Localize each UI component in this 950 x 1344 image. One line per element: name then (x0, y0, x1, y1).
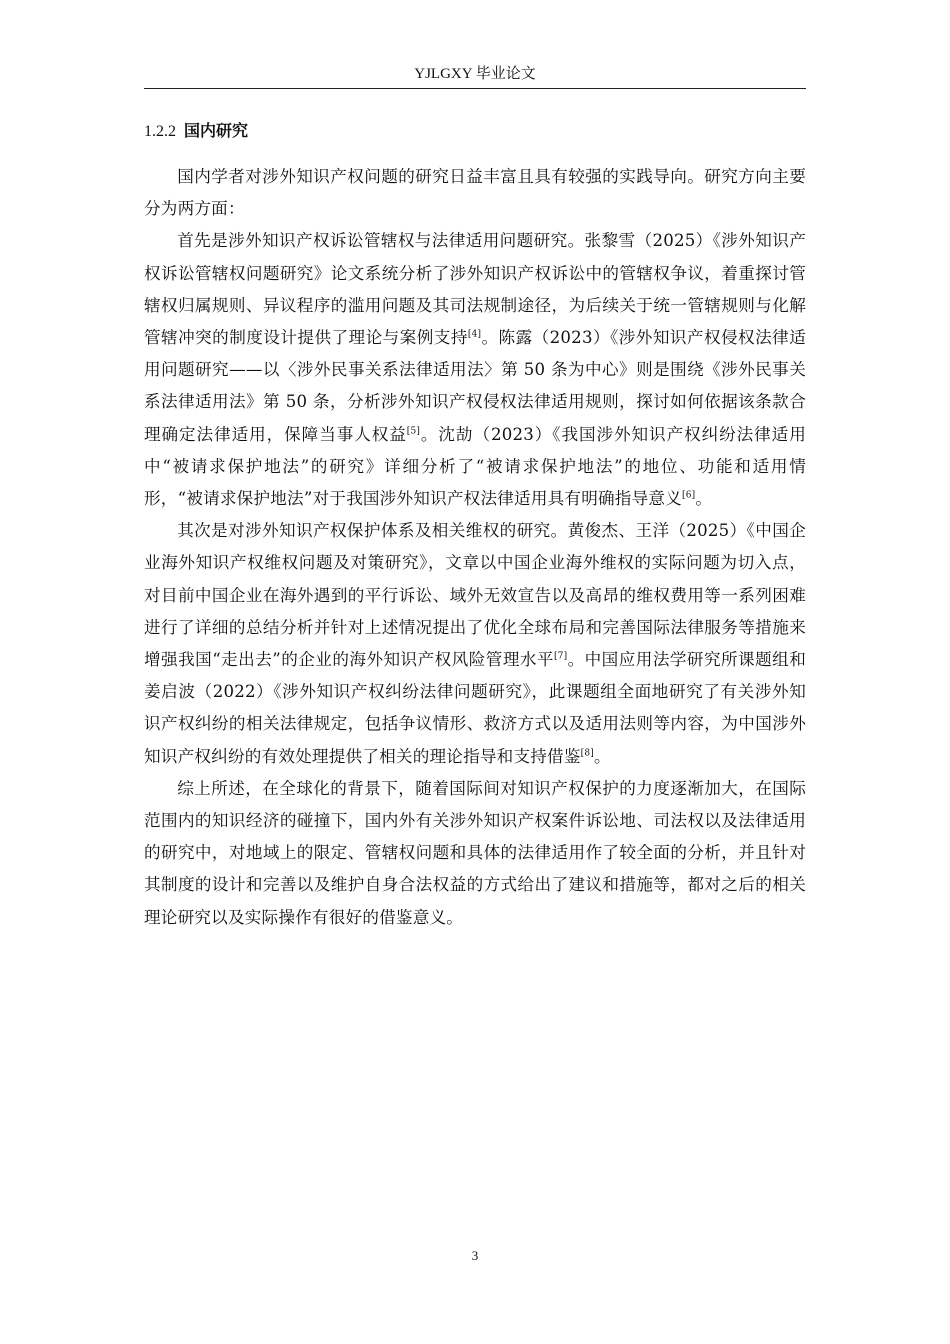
section-title: 国内研究 (184, 121, 249, 140)
citation-ref: [6] (681, 490, 696, 501)
paragraph-intro (144, 161, 806, 225)
paragraph-text: 。 (594, 746, 611, 766)
paragraph-text: 。沈劼（2023）《我国涉外知识产权纠纷法律适用中“被请求保护地法”的研究》详细分析了“被请求保护地法”的地位、功能和适用情形，“被请求保护地法”对于我国涉外知识产权法律适用具有明确指导意义 (144, 424, 806, 509)
citation-ref: [5] (406, 426, 421, 437)
paragraph-text: 综上所述，在全球化的背景下，随着国际间对知识产权保护的力度逐渐加大，在国际范围内的知识经济的碰撞下，国内外有关涉外知识产权案件诉讼地、司法权以及法律适用的研究中，对地域上的限定、管辖权问题和具体的法律适用作了较全面的分析，并且针对其制度的设计和完善以及维护自身合法权益的方式给出了建议和措施等，都对之后的相关理论研究以及实际操作有很好的借鉴意义。 (144, 778, 806, 927)
paragraph-text: 首先是涉外知识产权诉讼管辖权与法律适用问题研究。张黎雪（2025）《涉外知识产权诉讼管辖权问题研究》论文系统分析了涉外知识产权诉讼中的管辖权争议，着重探讨管辖权归属规则、异议程序的滥用问题及其司法规制途径，为后续关于统一管辖规则与化解管辖冲突的制度设计提供了理论与案例支持 (144, 231, 806, 348)
paragraph-text: 。中国应用法学研究所课题组和姜启波（2022）《涉外知识产权纠纷法律问题研究》，此课题组全面地研究了有关涉外知识产权纠纷的相关法律规定，包括争议情形、救济方式以及适用法则等内容，为中国涉外知识产权纠纷的有效处理提供了相关的理论指导和支持借鉴 (144, 650, 806, 766)
section-number: 1.2.2 (144, 123, 176, 140)
citation-ref: [8] (580, 748, 594, 759)
section-heading (144, 119, 248, 144)
paragraph-summary (144, 773, 806, 934)
paragraph-text: 。陈露（2023）《涉外知识产权侵权法律适用问题研究——以〈涉外民事关系法律适用法〉第 50 条为中心》则是围绕《涉外民事关系法律适用法》第 50 条，分析涉外知识产权侵权法律适用规则，探讨如何依据该条款合理确定法律适用，保障当事人权益 (144, 328, 806, 444)
page-header: YJLGXY 毕业论文 (414, 66, 536, 82)
paragraph-text: 国内学者对涉外知识产权问题的研究日益丰富且具有较强的实践导向。研究方向主要分为两方面： (144, 167, 806, 219)
page-number: 3 (471, 1248, 479, 1263)
citation-ref: [7] (553, 651, 568, 662)
paragraph-jurisdiction (144, 225, 806, 515)
body-text (144, 161, 806, 934)
paragraph-text: 其次是对涉外知识产权保护体系及相关维权的研究。黄俊杰、王洋（2025）《中国企业海外知识产权维权问题及对策研究》，文章以中国企业海外维权的实际问题为切入点，对目前中国企业在海外遇到的平行诉讼、域外无效宣告以及高昂的维权费用等一系列困难进行了详细的总结分析并针对上述情况提出了优化全球布局和完善国际法律服务等措施来增强我国“走出去”的企业的海外知识产权风险管理水平 (144, 521, 806, 670)
paragraph-text: 。 (695, 489, 713, 509)
citation-ref: [4] (467, 329, 482, 340)
header-rule (144, 88, 806, 89)
paragraph-protection (144, 515, 806, 773)
